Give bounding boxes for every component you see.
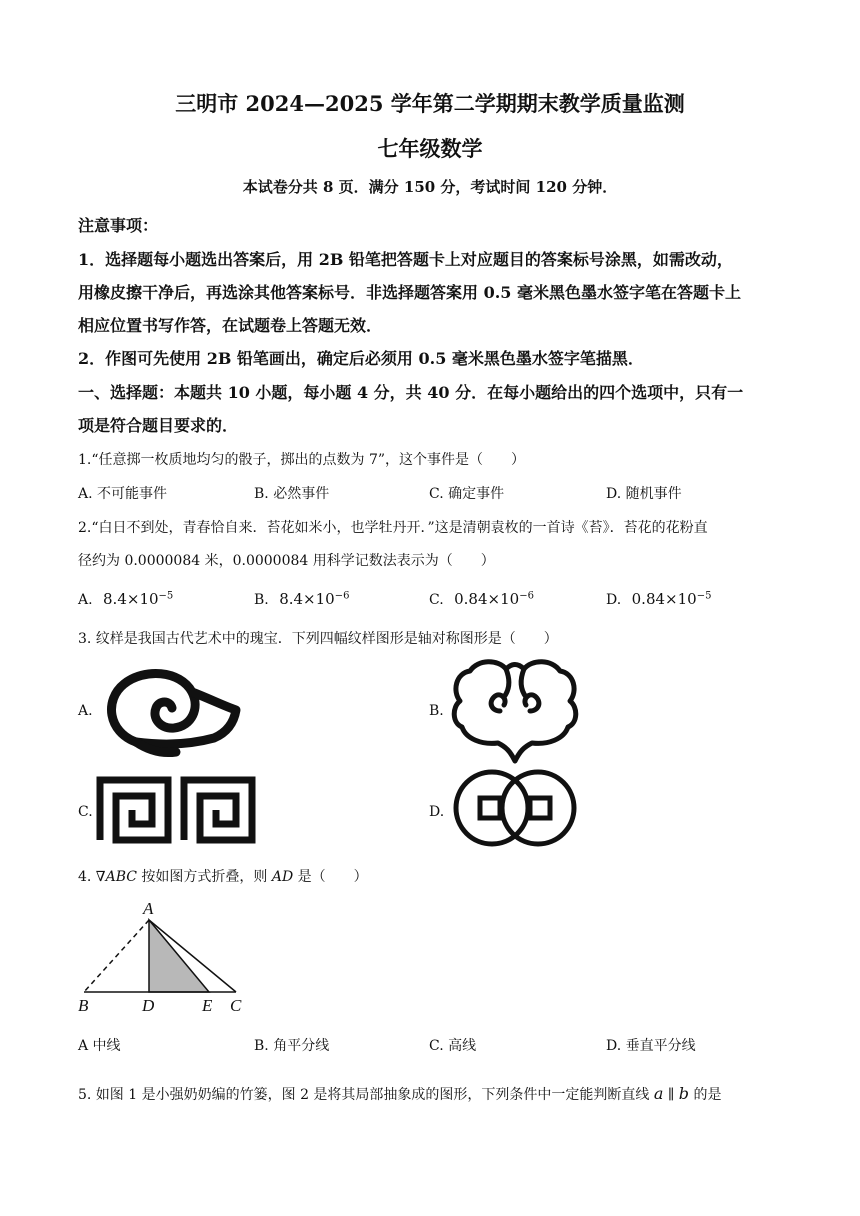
q2-option-c-letter: C. [429,592,444,608]
exam-title: 三明市 2024—2025 学年第二学期期末教学质量监测 [175,91,685,116]
q2-option-a [78,590,173,608]
pattern-b-ruyi-cloud [448,655,582,765]
q1-option-c: C. 确定事件 [429,486,505,502]
q5-stem-suffix: 的是 [689,1087,722,1103]
q4-triangle-name: ABC [105,869,137,885]
pattern-d-double-coins [452,768,578,848]
q2-option-d-mantissa: 0.84×10 [631,590,697,608]
label-b: B [78,996,89,1015]
q5-stem [78,1084,722,1104]
q2-option-b-mantissa: 8.4×10 [279,590,335,608]
q4-triangle-symbol: 4. ∇ [78,869,106,885]
q3-label-d: D. [429,804,445,820]
q2-option-c [429,590,534,608]
q4-triangle-figure [74,898,254,1018]
q2-option-c-mantissa: 0.84×10 [454,590,520,608]
notice-heading: 注意事项： [78,216,159,235]
q1-option-b: B. 必然事件 [254,486,330,502]
q2-option-d-exponent: −5 [696,590,712,602]
q5-stem-prefix: 5. 如图 1 是小强奶奶编的竹篓，图 2 是将其局部抽象成的图形，下列条件中一定能判断直线 [78,1087,654,1103]
section1-line1: 一、选择题：本题共 10 小题，每小题 4 分，共 40 分．在每小题给出的四个选项中，只有一 [78,383,744,402]
q2-option-a-letter: A. [78,592,93,608]
q3-label-b: B. [429,703,444,719]
label-a: A [143,899,154,918]
label-c: C [230,996,242,1015]
q4-stem [78,866,368,886]
q1-option-a: A. 不可能事件 [78,486,168,502]
q4-stem-suffix: 是（ ） [293,869,368,885]
q4-option-c: C. 高线 [429,1038,477,1054]
notice-item2: 2．作图可先使用 2B 铅笔画出，确定后必须用 0.5 毫米黑色墨水签字笔描黑． [78,349,644,368]
q2-option-d-letter: D. [606,592,622,608]
q4-option-a: A 中线 [78,1038,121,1054]
q2-option-b-letter: B. [254,592,269,608]
notice-item1-line2: 用橡皮擦干净后，再选涂其他答案标号．非选择题答案用 0.5 毫米黑色墨水签字笔在答题卡上 [78,283,741,302]
section1-line2: 项是符合题目要求的． [78,416,239,435]
q2-option-c-exponent: −6 [519,590,534,602]
q5-parallel-symbol: ∥ [663,1087,679,1103]
q2-option-a-exponent: −5 [158,590,174,602]
shaded-triangle-ade [149,920,209,992]
notice-item1-line1: 1．选择题每小题选出答案后，用 2B 铅笔把答题卡上对应题目的答案标号涂黑，如需改动， [78,250,733,269]
q5-line-a: a [653,1084,664,1103]
label-e: E [202,996,213,1015]
label-d: D [142,996,155,1015]
q2-stem-line1: 2.“白日不到处，青春恰自来．苔花如米小，也学牡丹开．”这是清朝袁枚的一首诗《苔》．苔花的花粉直 [78,520,708,536]
q3-label-a: A. [78,703,93,719]
q2-option-d [606,590,711,608]
q4-stem-mid: 按如图方式折叠，则 [136,869,272,885]
q3-label-c: C. [78,804,93,820]
dashed-edge-ab [84,920,149,992]
q5-line-b: b [678,1084,690,1103]
pattern-a-spiral-cloud [96,662,256,762]
q1-option-d: D. 随机事件 [606,486,682,502]
q3-stem: 3. 纹样是我国古代艺术中的瑰宝．下列四幅纹样图形是轴对称图形是（ ） [78,631,558,647]
notice-item1-line3: 相应位置书写作答，在试题卷上答题无效． [78,316,383,335]
exam-info: 本试卷分共 8 页．满分 150 分，考试时间 120 分钟． [242,178,618,196]
pattern-c-meander [96,776,256,844]
q4-option-b: B. 角平分线 [254,1038,330,1054]
exam-subtitle: 七年级数学 [377,136,483,161]
q2-stem-line2: 径约为 0.0000084 米，0.0000084 用科学记数法表示为（ ） [78,553,495,569]
q2-option-a-mantissa: 8.4×10 [103,590,159,608]
q2-option-b-exponent: −6 [334,590,350,602]
q2-option-b [254,590,349,608]
q1-stem: 1.“任意掷一枚质地均匀的骰子，掷出的点数为 7”，这个事件是（ ） [78,452,526,468]
q4-segment: AD [271,869,294,885]
q4-option-d: D. 垂直平分线 [606,1038,696,1054]
